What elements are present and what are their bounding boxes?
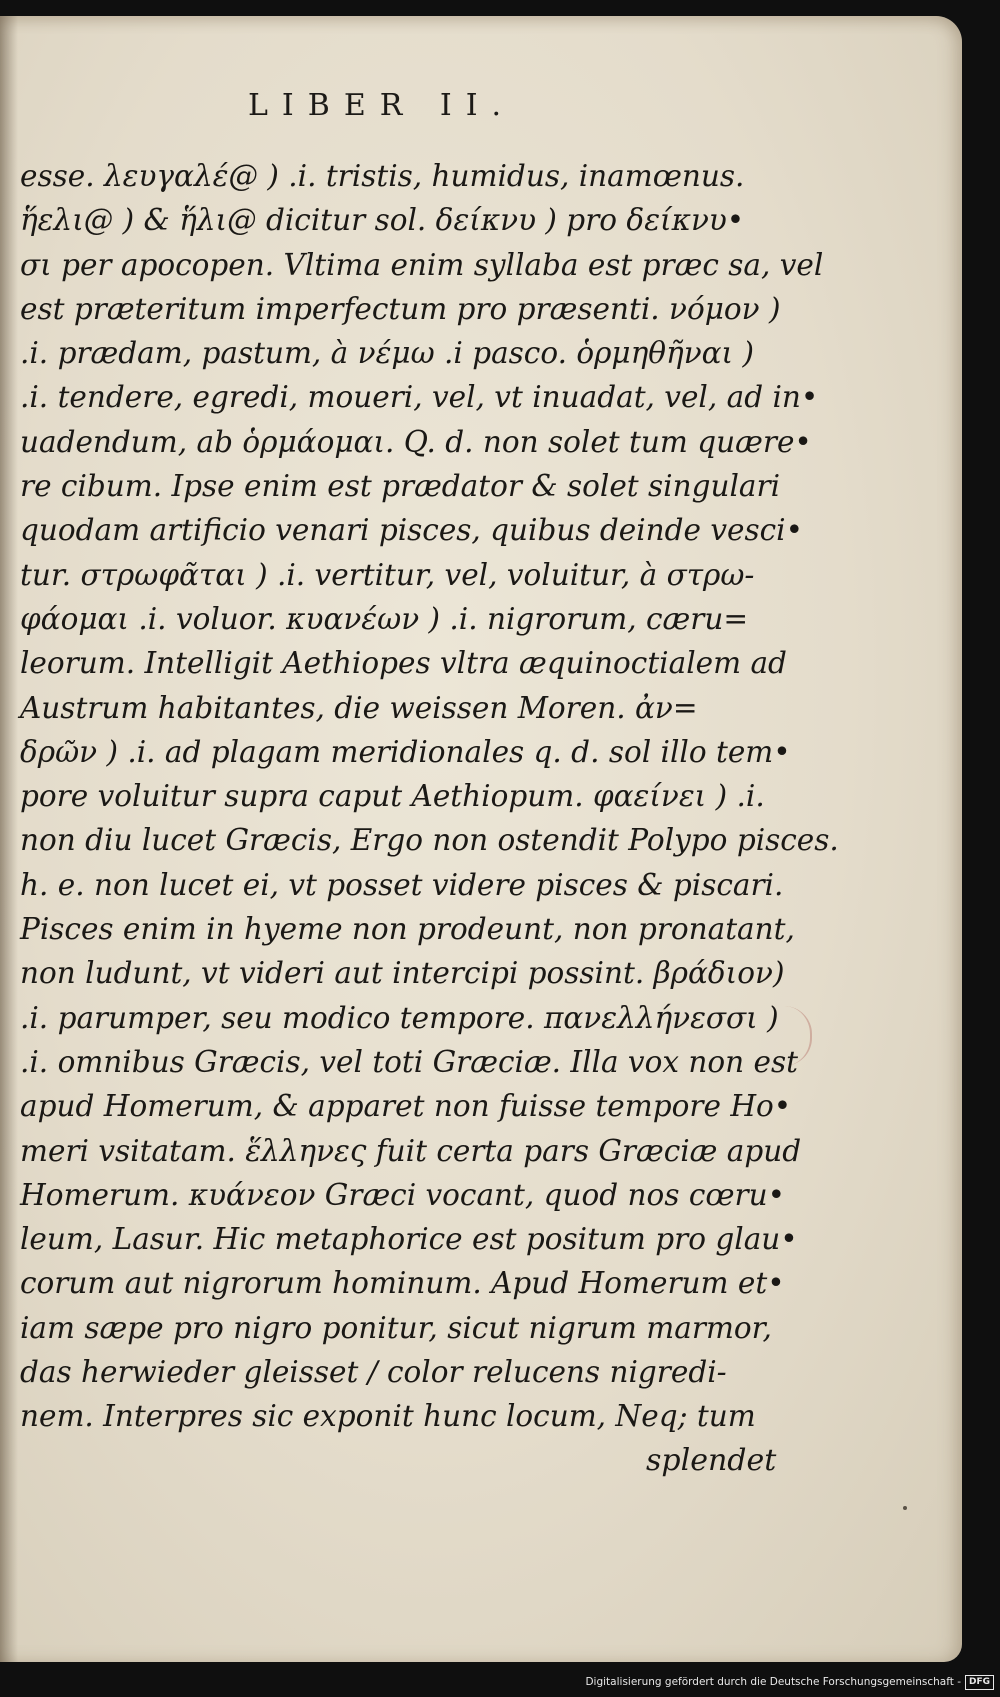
text-line: .i. tendere, egredi, moueri, vel, vt inuadat, vel, ad in• [20,380,819,415]
text-line: Austrum habitantes, die weissen Moren. ἀν= [20,690,698,725]
text-line: esse. λευγαλέ@ ) .i. tristis, humidus, inamœnus. [20,159,745,193]
text-line: re cibum. Ipse enim est prædator & solet singulari [20,469,781,504]
text-line: σι per apocopen. Vltima enim syllaba est præc sa, vel [20,247,824,282]
text-line: est præteritum imperfectum pro præsenti. νόμον ) [20,291,781,326]
running-head: LIBER II. [248,88,516,123]
text-line: Homerum. κυάνεον Græci vocant, quod nos cœru• [20,1177,786,1212]
text-line: φάομαι .i. voluor. κυανέων ) .i. nigrorum, cæru= [20,601,749,636]
text-line: .i. prædam, pastum, à νέμω .i pasco. ὁρμηθῆναι ) [20,336,755,371]
body-text [20,154,839,1439]
text-line: .i. parumper, seu modico tempore. πανελλήνεσσι ) [20,1000,779,1035]
digitization-footer [585,1671,994,1693]
text-line: Pisces enim in hyeme non prodeunt, non pronatant, [20,912,795,947]
text-line: nem. Interpres sic exponit hunc locum, Neq; tum [20,1399,756,1434]
text-line: iam sæpe pro nigro ponitur, sicut nigrum marmor, [20,1310,772,1345]
text-line: uadendum, ab ὁρμάομαι. Q. d. non solet tum quære• [20,424,812,459]
text-line: ἥελι@ ) & ἥλι@ dicitur sol. δείκνυ ) pro δείκνυ• [20,203,745,238]
text-line: pore voluitur supra caput Aethiopum. φαείνει ) .i. [20,779,765,814]
dfg-logo-icon: DFG [965,1675,994,1690]
footer-credit: Digitalisierung gefördert durch die Deutsche Forschungsgemeinschaft - [585,1676,961,1688]
gutter-shadow [0,16,18,1662]
book-page [0,16,962,1662]
text-line: δρῶν ) .i. ad plagam meridionales q. d. sol illo tem• [20,734,791,769]
text-line: leum, Lasur. Hic metaphorice est positum pro glau• [20,1222,798,1257]
catchword: splendet [646,1443,777,1478]
text-line: quodam artificio venari pisces, quibus deinde vesci• [20,513,804,548]
text-line: tur. στρωφᾶται ) .i. vertitur, vel, voluitur, à στρω- [20,557,755,592]
text-line: meri vsitatam. ἕλληνες fuit certa pars Græciæ apud [20,1133,802,1168]
text-line: leorum. Intelligit Aethiopes vltra æquinoctialem ad [20,646,787,681]
text-line: non diu lucet Græcis, Ergo non ostendit Polypo pisces. [20,823,839,858]
text-line: h. e. non lucet ei, vt posset videre pisces & piscari. [20,867,784,902]
text-line: .i. omnibus Græcis, vel toti Græciæ. Illa vox non est [20,1044,798,1079]
paper-speck [903,1506,907,1510]
text-line: apud Homerum, & apparet non fuisse tempore Ho• [20,1089,792,1124]
text-line: corum aut nigrorum hominum. Apud Homerum et• [20,1266,785,1301]
text-line: das herwieder gleisset / color relucens nigredi- [20,1355,727,1390]
text-line: non ludunt, vt videri aut intercipi possint. βράδιον) [20,956,785,991]
paper-stain [784,1006,812,1066]
